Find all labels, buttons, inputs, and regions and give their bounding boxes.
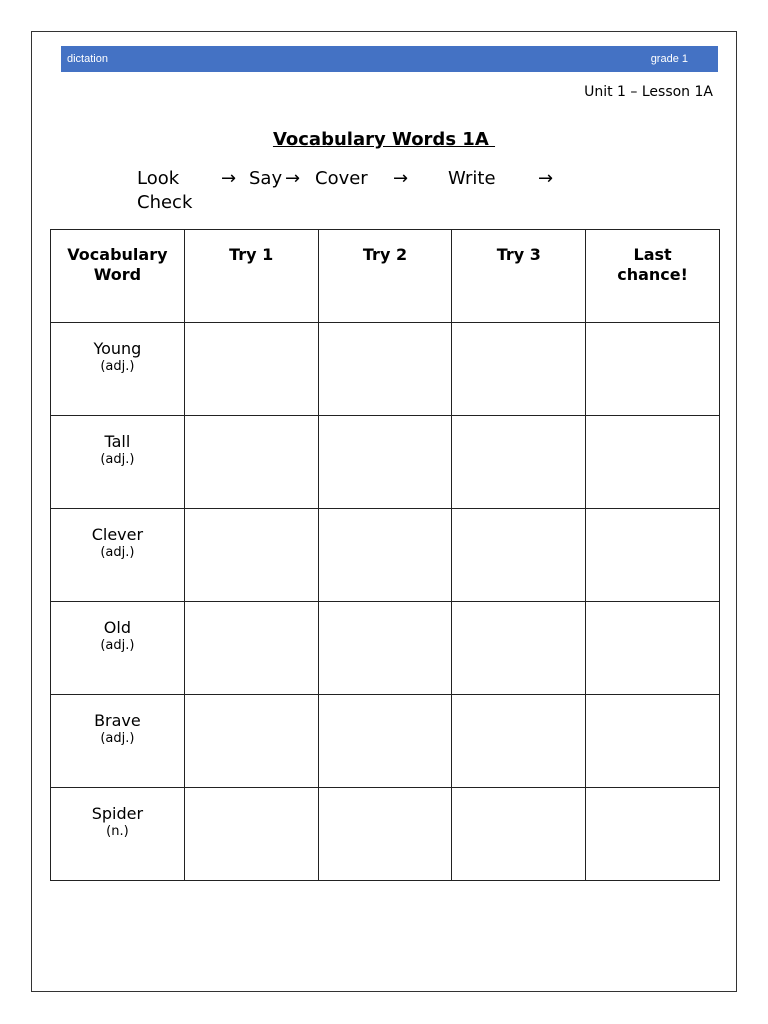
try-1-cell[interactable] (184, 695, 318, 788)
try-1-cell[interactable] (184, 509, 318, 602)
step-cover: Cover (315, 168, 368, 189)
arrow-icon: → (285, 168, 301, 189)
last-chance-cell[interactable] (586, 509, 720, 602)
part-of-speech: (adj.) (100, 359, 135, 374)
vocabulary-table (50, 229, 720, 881)
last-chance-cell[interactable] (586, 323, 720, 416)
header-right-label: grade 1 (650, 53, 688, 65)
vocabulary-word-cell (51, 323, 185, 416)
column-header-try-3: Try 3 (452, 230, 586, 323)
step-check: Check (137, 192, 193, 213)
column-header-try-2: Try 2 (318, 230, 452, 323)
arrow-icon: → (221, 168, 237, 189)
part-of-speech: (adj.) (100, 545, 135, 560)
vocabulary-word: Clever (91, 525, 144, 544)
arrow-icon: → (393, 168, 409, 189)
last-chance-cell[interactable] (586, 416, 720, 509)
step-look: Look (137, 168, 180, 189)
try-2-cell[interactable] (318, 788, 452, 881)
table-row (51, 602, 720, 695)
try-3-cell[interactable] (452, 416, 586, 509)
vocabulary-word-cell (51, 602, 185, 695)
header-bar (61, 46, 718, 72)
vocabulary-word: Tall (104, 432, 131, 451)
unit-lesson-label: Unit 1 – Lesson 1A (584, 84, 713, 100)
try-2-cell[interactable] (318, 695, 452, 788)
try-3-cell[interactable] (452, 695, 586, 788)
try-1-cell[interactable] (184, 416, 318, 509)
column-header-last-chance: Last chance! (586, 230, 720, 323)
try-1-cell[interactable] (184, 788, 318, 881)
step-say: Say (249, 168, 283, 189)
last-chance-cell[interactable] (586, 695, 720, 788)
worksheet-page (31, 31, 737, 992)
part-of-speech: (adj.) (100, 638, 135, 653)
try-3-cell[interactable] (452, 602, 586, 695)
header-left-label: dictation (67, 53, 108, 65)
vocabulary-word: Young (93, 339, 142, 358)
column-header-vocabulary-word: Vocabulary Word (51, 230, 185, 323)
part-of-speech: (n.) (106, 824, 129, 839)
try-3-cell[interactable] (452, 788, 586, 881)
vocabulary-word: Brave (94, 711, 141, 730)
vocabulary-word: Spider (91, 804, 144, 823)
vocabulary-word-cell (51, 788, 185, 881)
try-1-cell[interactable] (184, 602, 318, 695)
table-row (51, 509, 720, 602)
try-3-cell[interactable] (452, 509, 586, 602)
column-header-try-1: Try 1 (184, 230, 318, 323)
try-2-cell[interactable] (318, 509, 452, 602)
part-of-speech: (adj.) (100, 452, 135, 467)
page-title: Vocabulary Words 1A (272, 129, 496, 150)
step-write: Write (448, 168, 496, 189)
vocabulary-word: Old (103, 618, 131, 637)
arrow-icon: → (538, 168, 554, 189)
vocabulary-word-cell (51, 416, 185, 509)
part-of-speech: (adj.) (100, 731, 135, 746)
try-1-cell[interactable] (184, 323, 318, 416)
table-row (51, 323, 720, 416)
table-row (51, 695, 720, 788)
table-header-row (51, 230, 720, 323)
last-chance-cell[interactable] (586, 602, 720, 695)
table-row (51, 788, 720, 881)
vocabulary-word-cell (51, 695, 185, 788)
try-2-cell[interactable] (318, 416, 452, 509)
try-2-cell[interactable] (318, 602, 452, 695)
last-chance-cell[interactable] (586, 788, 720, 881)
try-2-cell[interactable] (318, 323, 452, 416)
study-steps (137, 167, 657, 215)
try-3-cell[interactable] (452, 323, 586, 416)
vocabulary-word-cell (51, 509, 185, 602)
table-row (51, 416, 720, 509)
